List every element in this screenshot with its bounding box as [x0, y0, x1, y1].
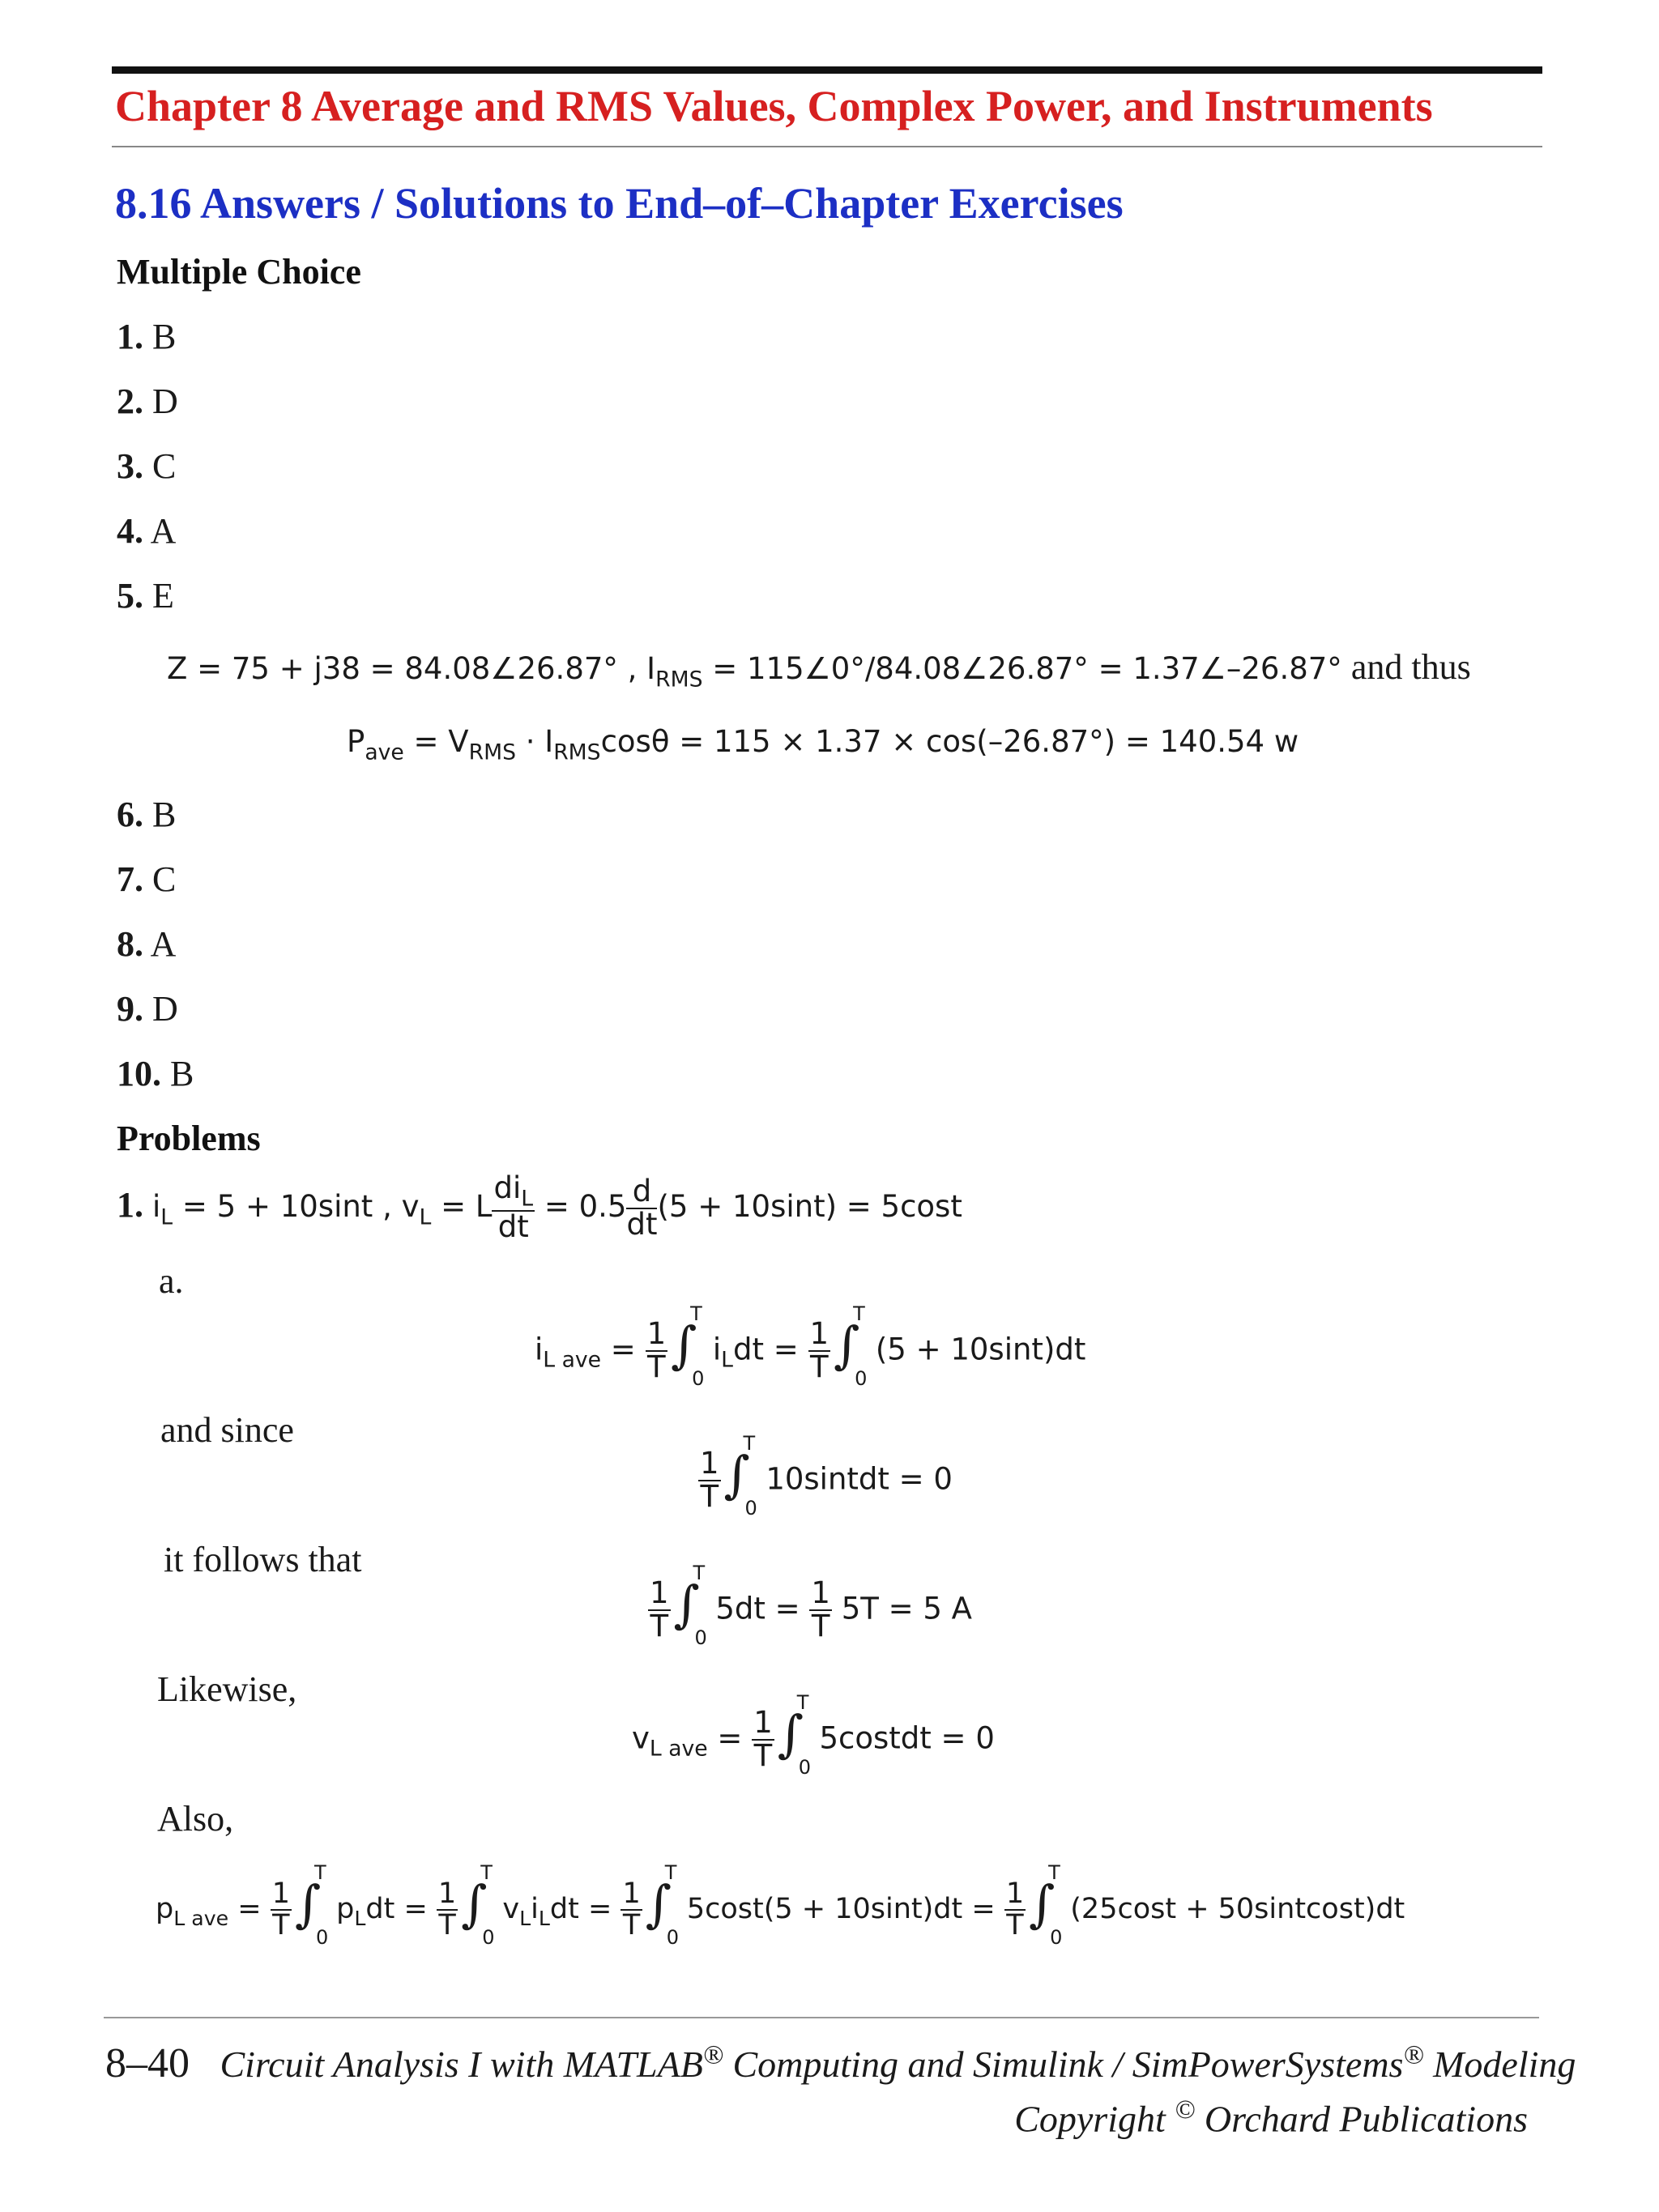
answer-item: 3. C: [117, 446, 177, 486]
it-follows-text: it follows that: [164, 1540, 362, 1579]
also-text: Also,: [157, 1799, 234, 1839]
answer-item: 6. B: [117, 795, 177, 834]
answer-item: 7. C: [117, 859, 177, 899]
problem-1-equation: 1. $i_L = 5 + 10\sin t$ , $v_L = L$ $\frac{di_L}{dt}$ = 0.5 $\frac{d}{dt}$ (5 + 10sint) = 5cost: [117, 1170, 962, 1245]
equation-il-average: $i_{L ave}$ = $\frac{1}{T}$ ∫ T 0 $i_Ldt$ = $\frac{1}{T}$ ∫ T 0 (5 + 10sint)dt: [535, 1302, 1086, 1390]
answer-item: 5. E: [117, 576, 174, 616]
equation-average-power: $P_{ave} = V_{RMS} \cdot I_{RMS}\cos\theta = 115 \times 1.37 \times \cos(-26.87^\circ) = 140.54$ w: [347, 724, 1299, 765]
section-title: 8.16 Answers / Solutions to End–of–Chapter Exercises: [115, 179, 1124, 228]
header-rule-thin: [112, 146, 1542, 147]
answer-item: 4. A: [117, 511, 177, 551]
chapter-title: Chapter 8 Average and RMS Values, Complex Power, and Instruments: [115, 82, 1433, 130]
footer-book-line: 8–40 Circuit Analysis I with MATLAB® Computing and Simulink / SimPowerSystems® Modeling: [105, 2039, 1576, 2086]
page-number: 8–40: [105, 2040, 190, 2086]
equation-constant-integral: $\frac{1}{T}$ ∫ T 0 5dt = $\frac{1}{T}$ 5T = 5 A: [650, 1561, 972, 1649]
answer-item: 1. B: [117, 317, 177, 356]
footer-rule: [104, 2017, 1539, 2018]
and-since-text: and since: [160, 1410, 294, 1450]
multiple-choice-heading: Multiple Choice: [117, 252, 361, 292]
answer-item: 2. D: [117, 381, 178, 421]
part-a-label: a.: [159, 1261, 184, 1301]
equation-pl-average: $p_{L ave}$ = $\frac{1}{T}$ ∫ T 0 $p_Ldt$ = $\frac{1}{T}$ ∫ T 0 $v_Li_Ldt$ = $\frac{1}{T}$ ∫ T 0 5cost(5 + 10sint)dt = $\frac{1}{T}$ ∫ T 0 (25cost + 50sintcost)dt: [156, 1861, 1405, 1949]
likewise-text: Likewise,: [157, 1669, 297, 1709]
footer-copyright: Copyright © Orchard Publications: [1014, 2095, 1528, 2140]
problems-heading: Problems: [117, 1119, 261, 1158]
answer-item: 9. D: [117, 989, 178, 1029]
equation-impedance: Z = 75 + j38 = 84.08∠26.87° , $I_{RMS}$ = 115∠0°/84.08∠26.87° = 1.37∠–26.87° and thus: [167, 647, 1471, 693]
equation-vl-average: $v_{L ave}$ = $\frac{1}{T}$ ∫ T 0 5costdt = 0: [632, 1690, 995, 1779]
equation-sin-integral: $\frac{1}{T}$ ∫ T 0 10sintdt = 0: [700, 1431, 953, 1519]
answer-item: 10. B: [117, 1054, 194, 1093]
answer-item: 8. A: [117, 924, 177, 964]
header-rule-thick: [112, 66, 1542, 74]
